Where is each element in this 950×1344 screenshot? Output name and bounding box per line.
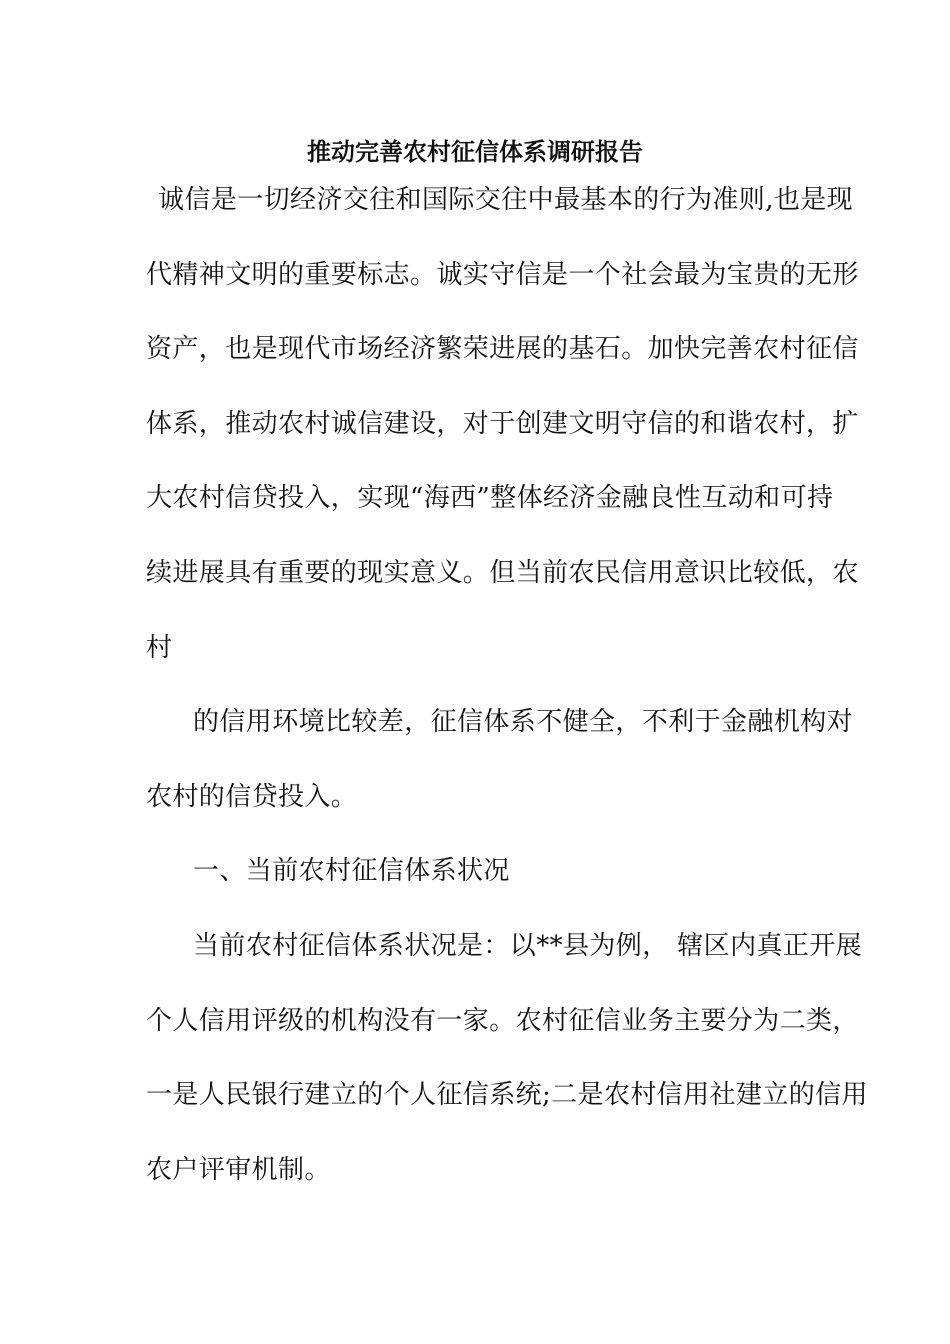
paragraph-line-6: 续进展具有重要的现实意义。但当前农民信用意识比较低，农 [146,558,859,588]
paragraph-line-12: 个人信用评级的机构没有一家。农村征信业务主要分为二类， [146,1006,859,1036]
paragraph-line-9: 农村的信贷投入。 [146,782,358,812]
paragraph-line-11: 当前农村征信体系状况是：以**县为例， 辖区内真正开展 [193,931,863,961]
paragraph-line-14: 农户评审机制。 [146,1155,331,1185]
paragraph-line-8: 的信用环境比较差，征信体系不健全，不利于金融机构对 [193,707,854,737]
paragraph-line-2: 代精神文明的重要标志。诚实守信是一个社会最为宝贵的无形 [146,260,859,290]
paragraph-line-7: 村 [146,633,173,663]
paragraph-line-4: 体系，推动农村诚信建设，对于创建文明守信的和谐农村，扩 [146,409,859,439]
paragraph-line-1: 诚信是一切经济交往和国际交往中最基本的行为准则,也是现 [158,185,854,215]
paragraph-line-3: 资产，也是现代市场经济繁荣进展的基石。加快完善农村征信 [146,334,859,364]
paragraph-line-5: 大农村信贷投入，实现“海西”整体经济金融良性互动和可持 [146,483,834,513]
paragraph-line-13: 一是人民银行建立的个人征信系统;二是农村信用社建立的信用 [146,1080,868,1110]
section-heading: 一、当前农村征信体系状况 [193,856,510,886]
document-title: 推动完善农村征信体系调研报告 [307,137,643,166]
